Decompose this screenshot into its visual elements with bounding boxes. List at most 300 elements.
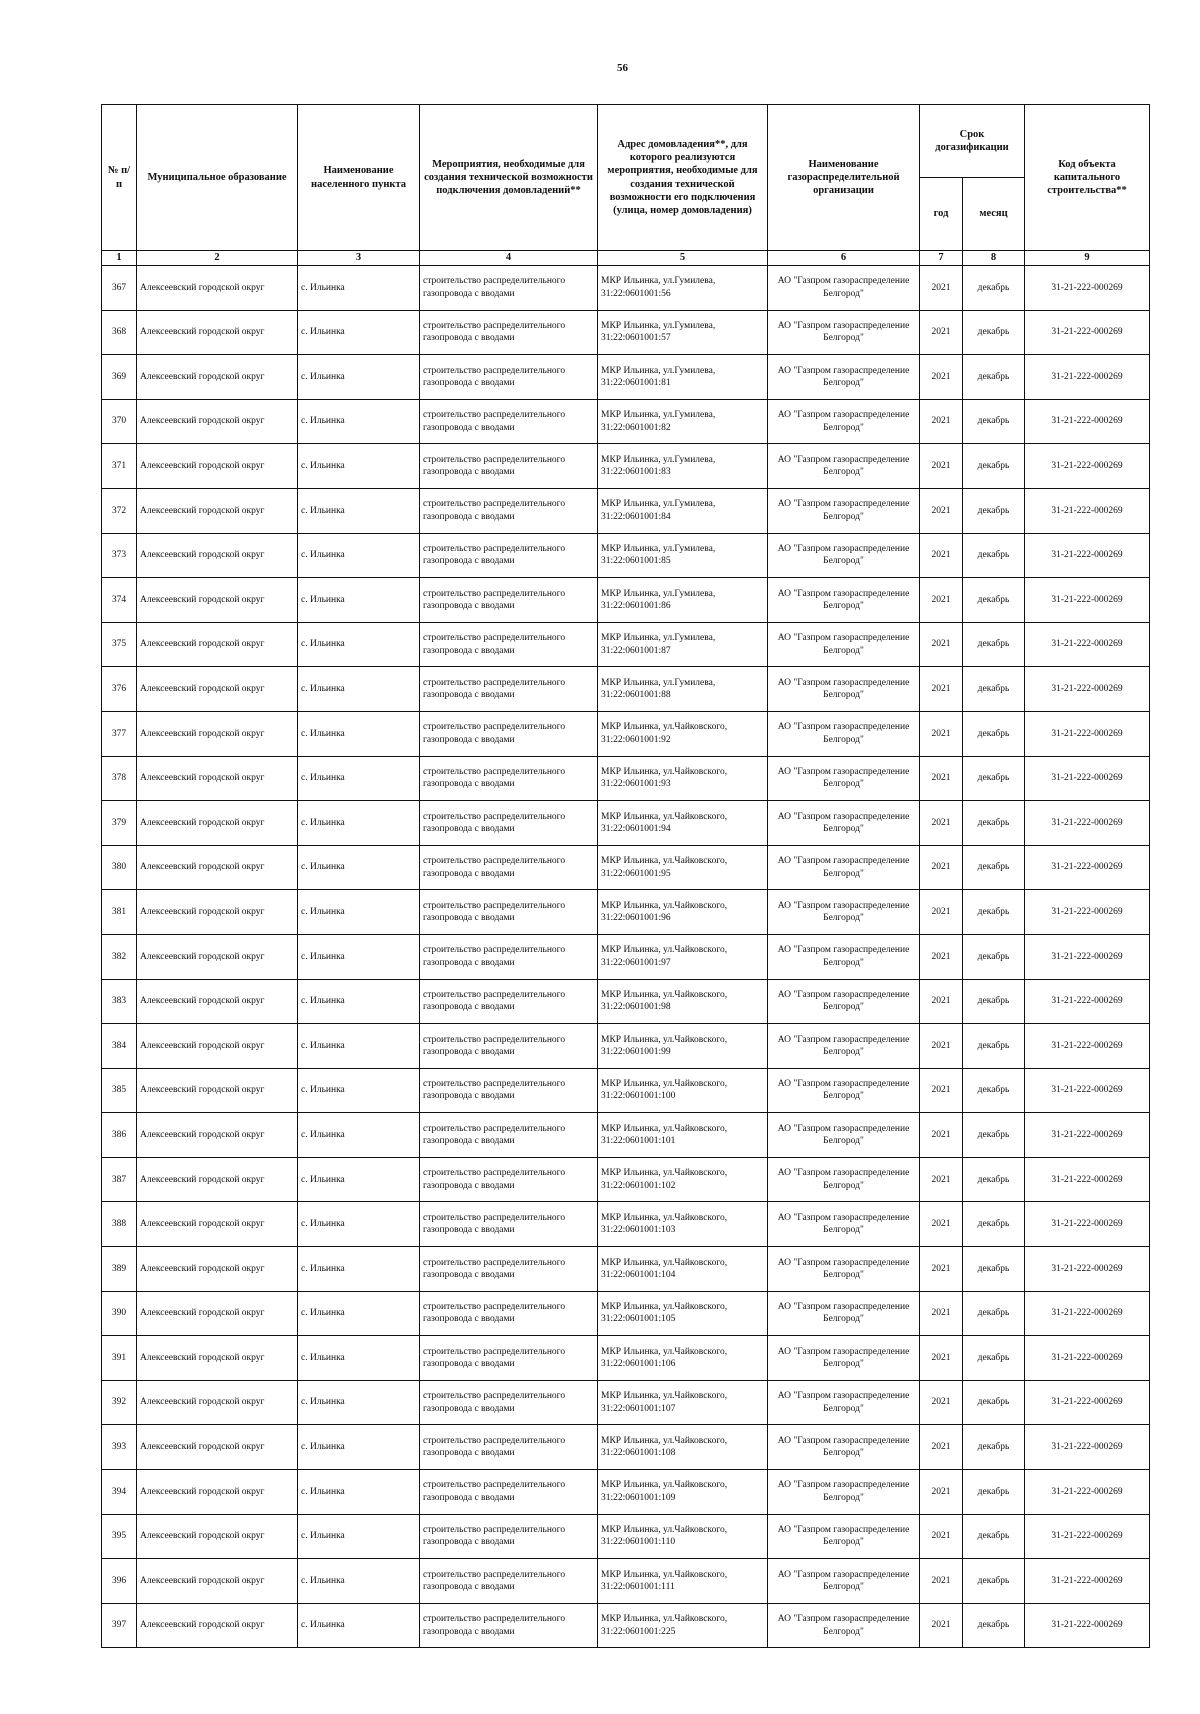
cell-num: 370 — [102, 399, 137, 444]
cell-month: декабрь — [963, 1157, 1025, 1202]
cell-municipality: Алексеевский городской округ — [137, 355, 298, 400]
cell-settlement: с. Ильинка — [298, 399, 420, 444]
cell-code: 31-21-222-000269 — [1025, 1157, 1150, 1202]
cell-num: 371 — [102, 444, 137, 489]
table-row — [102, 1470, 1150, 1515]
cell-num: 367 — [102, 266, 137, 311]
table-row — [102, 1113, 1150, 1158]
cell-year: 2021 — [920, 399, 963, 444]
cell-address: МКР Ильинка, ул.Гумилева, 31:22:0601001:82 — [598, 399, 768, 444]
table-row — [102, 444, 1150, 489]
cell-month: декабрь — [963, 578, 1025, 623]
cell-code: 31-21-222-000269 — [1025, 578, 1150, 623]
cell-month: декабрь — [963, 1202, 1025, 1247]
cell-measures: строительство распределительного газопровода с вводами — [420, 1336, 598, 1381]
cell-measures: строительство распределительного газопровода с вводами — [420, 310, 598, 355]
cell-measures: строительство распределительного газопровода с вводами — [420, 266, 598, 311]
cell-num: 394 — [102, 1470, 137, 1515]
cell-municipality: Алексеевский городской округ — [137, 1603, 298, 1648]
cell-month: декабрь — [963, 488, 1025, 533]
cell-num: 391 — [102, 1336, 137, 1381]
cell-month: декабрь — [963, 444, 1025, 489]
table-header — [102, 105, 1150, 266]
cell-organization: АО "Газпром газораспределение Белгород" — [768, 667, 920, 712]
table-row — [102, 667, 1150, 712]
cell-settlement: с. Ильинка — [298, 934, 420, 979]
cell-month: декабрь — [963, 399, 1025, 444]
cell-measures: строительство распределительного газопровода с вводами — [420, 1470, 598, 1515]
table-row — [102, 355, 1150, 400]
cell-num: 372 — [102, 488, 137, 533]
cell-num: 392 — [102, 1380, 137, 1425]
cell-settlement: с. Ильинка — [298, 1603, 420, 1648]
header-organization: Наименование газораспределительной организации — [768, 105, 920, 251]
cell-municipality: Алексеевский городской округ — [137, 711, 298, 756]
cell-measures: строительство распределительного газопровода с вводами — [420, 1202, 598, 1247]
header-num: № п/п — [102, 105, 137, 251]
cell-year: 2021 — [920, 1514, 963, 1559]
cell-month: декабрь — [963, 622, 1025, 667]
cell-settlement: с. Ильинка — [298, 890, 420, 935]
cell-code: 31-21-222-000269 — [1025, 1603, 1150, 1648]
table-body — [102, 266, 1150, 1648]
cell-address: МКР Ильинка, ул.Гумилева, 31:22:0601001:86 — [598, 578, 768, 623]
cell-code: 31-21-222-000269 — [1025, 1336, 1150, 1381]
cell-month: декабрь — [963, 1559, 1025, 1604]
cell-settlement: с. Ильинка — [298, 1514, 420, 1559]
cell-settlement: с. Ильинка — [298, 1202, 420, 1247]
cell-organization: АО "Газпром газораспределение Белгород" — [768, 266, 920, 311]
cell-month: декабрь — [963, 1024, 1025, 1069]
cell-measures: строительство распределительного газопровода с вводами — [420, 979, 598, 1024]
gasification-table — [101, 104, 1150, 1648]
cell-num: 396 — [102, 1559, 137, 1604]
cell-settlement: с. Ильинка — [298, 310, 420, 355]
cell-month: декабрь — [963, 355, 1025, 400]
cell-municipality: Алексеевский городской округ — [137, 934, 298, 979]
cell-municipality: Алексеевский городской округ — [137, 533, 298, 578]
cell-municipality: Алексеевский городской округ — [137, 1514, 298, 1559]
cell-address: МКР Ильинка, ул.Чайковского, 31:22:0601001:107 — [598, 1380, 768, 1425]
cell-settlement: с. Ильинка — [298, 1291, 420, 1336]
table-row — [102, 1247, 1150, 1292]
cell-organization: АО "Газпром газораспределение Белгород" — [768, 1559, 920, 1604]
table-row — [102, 1291, 1150, 1336]
cell-num: 387 — [102, 1157, 137, 1202]
cell-municipality: Алексеевский городской округ — [137, 1247, 298, 1292]
cell-address: МКР Ильинка, ул.Гумилева, 31:22:0601001:56 — [598, 266, 768, 311]
cell-year: 2021 — [920, 1157, 963, 1202]
column-number: 9 — [1025, 251, 1150, 266]
cell-municipality: Алексеевский городской округ — [137, 1157, 298, 1202]
cell-num: 388 — [102, 1202, 137, 1247]
cell-organization: АО "Газпром газораспределение Белгород" — [768, 756, 920, 801]
cell-address: МКР Ильинка, ул.Гумилева, 31:22:0601001:84 — [598, 488, 768, 533]
table-row — [102, 890, 1150, 935]
cell-year: 2021 — [920, 979, 963, 1024]
cell-settlement: с. Ильинка — [298, 1380, 420, 1425]
cell-code: 31-21-222-000269 — [1025, 1068, 1150, 1113]
cell-month: декабрь — [963, 1603, 1025, 1648]
cell-month: декабрь — [963, 934, 1025, 979]
cell-month: декабрь — [963, 266, 1025, 311]
cell-year: 2021 — [920, 266, 963, 311]
cell-measures: строительство распределительного газопровода с вводами — [420, 1514, 598, 1559]
table-row — [102, 1603, 1150, 1648]
cell-year: 2021 — [920, 578, 963, 623]
cell-settlement: с. Ильинка — [298, 801, 420, 846]
cell-municipality: Алексеевский городской округ — [137, 1559, 298, 1604]
cell-organization: АО "Газпром газораспределение Белгород" — [768, 890, 920, 935]
cell-num: 379 — [102, 801, 137, 846]
cell-organization: АО "Газпром газораспределение Белгород" — [768, 355, 920, 400]
cell-organization: АО "Газпром газораспределение Белгород" — [768, 1514, 920, 1559]
cell-measures: строительство распределительного газопровода с вводами — [420, 890, 598, 935]
cell-address: МКР Ильинка, ул.Гумилева, 31:22:0601001:57 — [598, 310, 768, 355]
header-month: месяц — [963, 178, 1025, 251]
cell-year: 2021 — [920, 890, 963, 935]
cell-num: 385 — [102, 1068, 137, 1113]
cell-address: МКР Ильинка, ул.Чайковского, 31:22:0601001:93 — [598, 756, 768, 801]
cell-settlement: с. Ильинка — [298, 355, 420, 400]
cell-month: декабрь — [963, 801, 1025, 846]
column-number: 4 — [420, 251, 598, 266]
cell-code: 31-21-222-000269 — [1025, 1202, 1150, 1247]
header-measures: Мероприятия, необходимые для создания технической возможности подключения домовладений** — [420, 105, 598, 251]
cell-measures: строительство распределительного газопровода с вводами — [420, 1157, 598, 1202]
cell-code: 31-21-222-000269 — [1025, 266, 1150, 311]
column-number: 8 — [963, 251, 1025, 266]
cell-measures: строительство распределительного газопровода с вводами — [420, 1113, 598, 1158]
cell-year: 2021 — [920, 622, 963, 667]
cell-organization: АО "Газпром газораспределение Белгород" — [768, 578, 920, 623]
cell-year: 2021 — [920, 1202, 963, 1247]
cell-measures: строительство распределительного газопровода с вводами — [420, 934, 598, 979]
cell-code: 31-21-222-000269 — [1025, 801, 1150, 846]
cell-municipality: Алексеевский городской округ — [137, 310, 298, 355]
cell-num: 383 — [102, 979, 137, 1024]
cell-num: 380 — [102, 845, 137, 890]
cell-address: МКР Ильинка, ул.Чайковского, 31:22:0601001:110 — [598, 1514, 768, 1559]
cell-year: 2021 — [920, 667, 963, 712]
cell-municipality: Алексеевский городской округ — [137, 399, 298, 444]
cell-measures: строительство распределительного газопровода с вводами — [420, 444, 598, 489]
cell-address: МКР Ильинка, ул.Чайковского, 31:22:0601001:94 — [598, 801, 768, 846]
cell-code: 31-21-222-000269 — [1025, 667, 1150, 712]
cell-code: 31-21-222-000269 — [1025, 1425, 1150, 1470]
table-row — [102, 1202, 1150, 1247]
cell-organization: АО "Газпром газораспределение Белгород" — [768, 1336, 920, 1381]
cell-code: 31-21-222-000269 — [1025, 488, 1150, 533]
cell-address: МКР Ильинка, ул.Чайковского, 31:22:0601001:111 — [598, 1559, 768, 1604]
cell-year: 2021 — [920, 1559, 963, 1604]
cell-num: 384 — [102, 1024, 137, 1069]
cell-measures: строительство распределительного газопровода с вводами — [420, 1024, 598, 1069]
cell-organization: АО "Газпром газораспределение Белгород" — [768, 1425, 920, 1470]
cell-settlement: с. Ильинка — [298, 444, 420, 489]
cell-address: МКР Ильинка, ул.Чайковского, 31:22:0601001:108 — [598, 1425, 768, 1470]
cell-num: 376 — [102, 667, 137, 712]
table-row — [102, 622, 1150, 667]
column-number: 6 — [768, 251, 920, 266]
cell-address: МКР Ильинка, ул.Чайковского, 31:22:0601001:97 — [598, 934, 768, 979]
cell-num: 381 — [102, 890, 137, 935]
cell-organization: АО "Газпром газораспределение Белгород" — [768, 1470, 920, 1515]
cell-settlement: с. Ильинка — [298, 533, 420, 578]
cell-month: декабрь — [963, 1291, 1025, 1336]
cell-year: 2021 — [920, 1336, 963, 1381]
cell-month: декабрь — [963, 1247, 1025, 1292]
cell-municipality: Алексеевский городской округ — [137, 1291, 298, 1336]
cell-code: 31-21-222-000269 — [1025, 1024, 1150, 1069]
cell-code: 31-21-222-000269 — [1025, 533, 1150, 578]
cell-settlement: с. Ильинка — [298, 711, 420, 756]
cell-measures: строительство распределительного газопровода с вводами — [420, 1559, 598, 1604]
cell-year: 2021 — [920, 801, 963, 846]
cell-settlement: с. Ильинка — [298, 1157, 420, 1202]
cell-year: 2021 — [920, 845, 963, 890]
cell-measures: строительство распределительного газопровода с вводами — [420, 845, 598, 890]
cell-municipality: Алексеевский городской округ — [137, 890, 298, 935]
cell-municipality: Алексеевский городской округ — [137, 488, 298, 533]
cell-code: 31-21-222-000269 — [1025, 979, 1150, 1024]
column-number: 7 — [920, 251, 963, 266]
table-row — [102, 578, 1150, 623]
cell-month: декабрь — [963, 756, 1025, 801]
cell-municipality: Алексеевский городской округ — [137, 622, 298, 667]
cell-code: 31-21-222-000269 — [1025, 934, 1150, 979]
cell-municipality: Алексеевский городской округ — [137, 667, 298, 712]
cell-year: 2021 — [920, 1291, 963, 1336]
cell-month: декабрь — [963, 533, 1025, 578]
cell-settlement: с. Ильинка — [298, 266, 420, 311]
cell-year: 2021 — [920, 1068, 963, 1113]
cell-address: МКР Ильинка, ул.Чайковского, 31:22:0601001:95 — [598, 845, 768, 890]
cell-num: 390 — [102, 1291, 137, 1336]
cell-month: декабрь — [963, 1380, 1025, 1425]
cell-year: 2021 — [920, 355, 963, 400]
cell-municipality: Алексеевский городской округ — [137, 1380, 298, 1425]
cell-measures: строительство распределительного газопровода с вводами — [420, 488, 598, 533]
cell-municipality: Алексеевский городской округ — [137, 444, 298, 489]
cell-organization: АО "Газпром газораспределение Белгород" — [768, 1247, 920, 1292]
table-row — [102, 845, 1150, 890]
cell-month: декабрь — [963, 1113, 1025, 1158]
cell-code: 31-21-222-000269 — [1025, 1113, 1150, 1158]
cell-municipality: Алексеевский городской округ — [137, 756, 298, 801]
table-row — [102, 399, 1150, 444]
cell-code: 31-21-222-000269 — [1025, 1247, 1150, 1292]
header-municipality: Муниципальное образование — [137, 105, 298, 251]
cell-municipality: Алексеевский городской округ — [137, 266, 298, 311]
cell-settlement: с. Ильинка — [298, 578, 420, 623]
cell-measures: строительство распределительного газопровода с вводами — [420, 1380, 598, 1425]
cell-num: 389 — [102, 1247, 137, 1292]
cell-organization: АО "Газпром газораспределение Белгород" — [768, 1113, 920, 1158]
cell-code: 31-21-222-000269 — [1025, 711, 1150, 756]
table-row — [102, 801, 1150, 846]
table-row — [102, 1024, 1150, 1069]
cell-address: МКР Ильинка, ул.Гумилева, 31:22:0601001:87 — [598, 622, 768, 667]
cell-month: декабрь — [963, 1514, 1025, 1559]
cell-month: декабрь — [963, 1336, 1025, 1381]
cell-measures: строительство распределительного газопровода с вводами — [420, 1603, 598, 1648]
cell-code: 31-21-222-000269 — [1025, 1514, 1150, 1559]
cell-year: 2021 — [920, 1113, 963, 1158]
cell-month: декабрь — [963, 667, 1025, 712]
cell-code: 31-21-222-000269 — [1025, 1559, 1150, 1604]
cell-municipality: Алексеевский городской округ — [137, 979, 298, 1024]
cell-year: 2021 — [920, 1247, 963, 1292]
cell-year: 2021 — [920, 1024, 963, 1069]
table-row — [102, 1425, 1150, 1470]
cell-settlement: с. Ильинка — [298, 1247, 420, 1292]
cell-measures: строительство распределительного газопровода с вводами — [420, 399, 598, 444]
cell-year: 2021 — [920, 488, 963, 533]
cell-address: МКР Ильинка, ул.Чайковского, 31:22:0601001:102 — [598, 1157, 768, 1202]
cell-code: 31-21-222-000269 — [1025, 1291, 1150, 1336]
cell-municipality: Алексеевский городской округ — [137, 801, 298, 846]
cell-code: 31-21-222-000269 — [1025, 756, 1150, 801]
cell-num: 369 — [102, 355, 137, 400]
cell-organization: АО "Газпром газораспределение Белгород" — [768, 979, 920, 1024]
cell-month: декабрь — [963, 1068, 1025, 1113]
cell-address: МКР Ильинка, ул.Чайковского, 31:22:0601001:100 — [598, 1068, 768, 1113]
cell-organization: АО "Газпром газораспределение Белгород" — [768, 488, 920, 533]
cell-address: МКР Ильинка, ул.Чайковского, 31:22:0601001:101 — [598, 1113, 768, 1158]
cell-measures: строительство распределительного газопровода с вводами — [420, 1425, 598, 1470]
table-row — [102, 1068, 1150, 1113]
cell-settlement: с. Ильинка — [298, 756, 420, 801]
cell-num: 382 — [102, 934, 137, 979]
cell-municipality: Алексеевский городской округ — [137, 1202, 298, 1247]
table-row — [102, 533, 1150, 578]
cell-organization: АО "Газпром газораспределение Белгород" — [768, 711, 920, 756]
cell-settlement: с. Ильинка — [298, 667, 420, 712]
cell-month: декабрь — [963, 890, 1025, 935]
cell-municipality: Алексеевский городской округ — [137, 578, 298, 623]
table-row — [102, 1336, 1150, 1381]
table-row — [102, 1380, 1150, 1425]
cell-settlement: с. Ильинка — [298, 845, 420, 890]
cell-organization: АО "Газпром газораспределение Белгород" — [768, 622, 920, 667]
table-row — [102, 1559, 1150, 1604]
cell-year: 2021 — [920, 756, 963, 801]
cell-num: 377 — [102, 711, 137, 756]
cell-municipality: Алексеевский городской округ — [137, 1425, 298, 1470]
table-row — [102, 711, 1150, 756]
cell-num: 378 — [102, 756, 137, 801]
cell-municipality: Алексеевский городской округ — [137, 1336, 298, 1381]
cell-year: 2021 — [920, 711, 963, 756]
table-row — [102, 934, 1150, 979]
cell-settlement: с. Ильинка — [298, 1068, 420, 1113]
cell-organization: АО "Газпром газораспределение Белгород" — [768, 533, 920, 578]
table-row — [102, 488, 1150, 533]
cell-address: МКР Ильинка, ул.Чайковского, 31:22:0601001:99 — [598, 1024, 768, 1069]
cell-year: 2021 — [920, 310, 963, 355]
cell-measures: строительство распределительного газопровода с вводами — [420, 667, 598, 712]
header-deadline: Срок догазификации — [920, 105, 1025, 178]
table-row — [102, 266, 1150, 311]
cell-year: 2021 — [920, 1470, 963, 1515]
table-row — [102, 756, 1150, 801]
cell-code: 31-21-222-000269 — [1025, 1470, 1150, 1515]
cell-address: МКР Ильинка, ул.Чайковского, 31:22:0601001:105 — [598, 1291, 768, 1336]
cell-settlement: с. Ильинка — [298, 1113, 420, 1158]
table-row — [102, 979, 1150, 1024]
cell-address: МКР Ильинка, ул.Чайковского, 31:22:0601001:104 — [598, 1247, 768, 1292]
cell-num: 373 — [102, 533, 137, 578]
cell-address: МКР Ильинка, ул.Гумилева, 31:22:0601001:88 — [598, 667, 768, 712]
cell-code: 31-21-222-000269 — [1025, 1380, 1150, 1425]
cell-num: 368 — [102, 310, 137, 355]
column-number: 5 — [598, 251, 768, 266]
cell-num: 375 — [102, 622, 137, 667]
cell-year: 2021 — [920, 1425, 963, 1470]
cell-municipality: Алексеевский городской округ — [137, 1068, 298, 1113]
cell-organization: АО "Газпром газораспределение Белгород" — [768, 934, 920, 979]
header-code: Код объекта капитального строительства** — [1025, 105, 1150, 251]
cell-address: МКР Ильинка, ул.Чайковского, 31:22:0601001:106 — [598, 1336, 768, 1381]
cell-measures: строительство распределительного газопровода с вводами — [420, 355, 598, 400]
cell-municipality: Алексеевский городской округ — [137, 845, 298, 890]
cell-municipality: Алексеевский городской округ — [137, 1470, 298, 1515]
cell-address: МКР Ильинка, ул.Чайковского, 31:22:0601001:225 — [598, 1603, 768, 1648]
cell-organization: АО "Газпром газораспределение Белгород" — [768, 845, 920, 890]
cell-year: 2021 — [920, 1380, 963, 1425]
cell-settlement: с. Ильинка — [298, 1470, 420, 1515]
cell-address: МКР Ильинка, ул.Гумилева, 31:22:0601001:81 — [598, 355, 768, 400]
header-settlement: Наименование населенного пункта — [298, 105, 420, 251]
page-number: 56 — [617, 62, 628, 74]
cell-organization: АО "Газпром газораспределение Белгород" — [768, 1291, 920, 1336]
cell-code: 31-21-222-000269 — [1025, 355, 1150, 400]
cell-settlement: с. Ильинка — [298, 1559, 420, 1604]
cell-organization: АО "Газпром газораспределение Белгород" — [768, 801, 920, 846]
cell-measures: строительство распределительного газопровода с вводами — [420, 533, 598, 578]
cell-address: МКР Ильинка, ул.Чайковского, 31:22:0601001:98 — [598, 979, 768, 1024]
cell-measures: строительство распределительного газопровода с вводами — [420, 711, 598, 756]
cell-code: 31-21-222-000269 — [1025, 399, 1150, 444]
table-row — [102, 1514, 1150, 1559]
cell-address: МКР Ильинка, ул.Гумилева, 31:22:0601001:83 — [598, 444, 768, 489]
cell-num: 374 — [102, 578, 137, 623]
cell-organization: АО "Газпром газораспределение Белгород" — [768, 444, 920, 489]
cell-address: МКР Ильинка, ул.Чайковского, 31:22:0601001:103 — [598, 1202, 768, 1247]
cell-year: 2021 — [920, 533, 963, 578]
cell-settlement: с. Ильинка — [298, 979, 420, 1024]
column-number: 3 — [298, 251, 420, 266]
cell-measures: строительство распределительного газопровода с вводами — [420, 622, 598, 667]
cell-month: декабрь — [963, 1470, 1025, 1515]
cell-month: декабрь — [963, 979, 1025, 1024]
cell-num: 393 — [102, 1425, 137, 1470]
table-row — [102, 1157, 1150, 1202]
cell-month: декабрь — [963, 845, 1025, 890]
cell-address: МКР Ильинка, ул.Чайковского, 31:22:0601001:109 — [598, 1470, 768, 1515]
cell-measures: строительство распределительного газопровода с вводами — [420, 578, 598, 623]
cell-month: декабрь — [963, 310, 1025, 355]
cell-organization: АО "Газпром газораспределение Белгород" — [768, 1024, 920, 1069]
cell-settlement: с. Ильинка — [298, 1024, 420, 1069]
cell-measures: строительство распределительного газопровода с вводами — [420, 1068, 598, 1113]
table-row — [102, 310, 1150, 355]
cell-municipality: Алексеевский городской округ — [137, 1024, 298, 1069]
cell-organization: АО "Газпром газораспределение Белгород" — [768, 1068, 920, 1113]
cell-organization: АО "Газпром газораспределение Белгород" — [768, 1157, 920, 1202]
cell-measures: строительство распределительного газопровода с вводами — [420, 756, 598, 801]
